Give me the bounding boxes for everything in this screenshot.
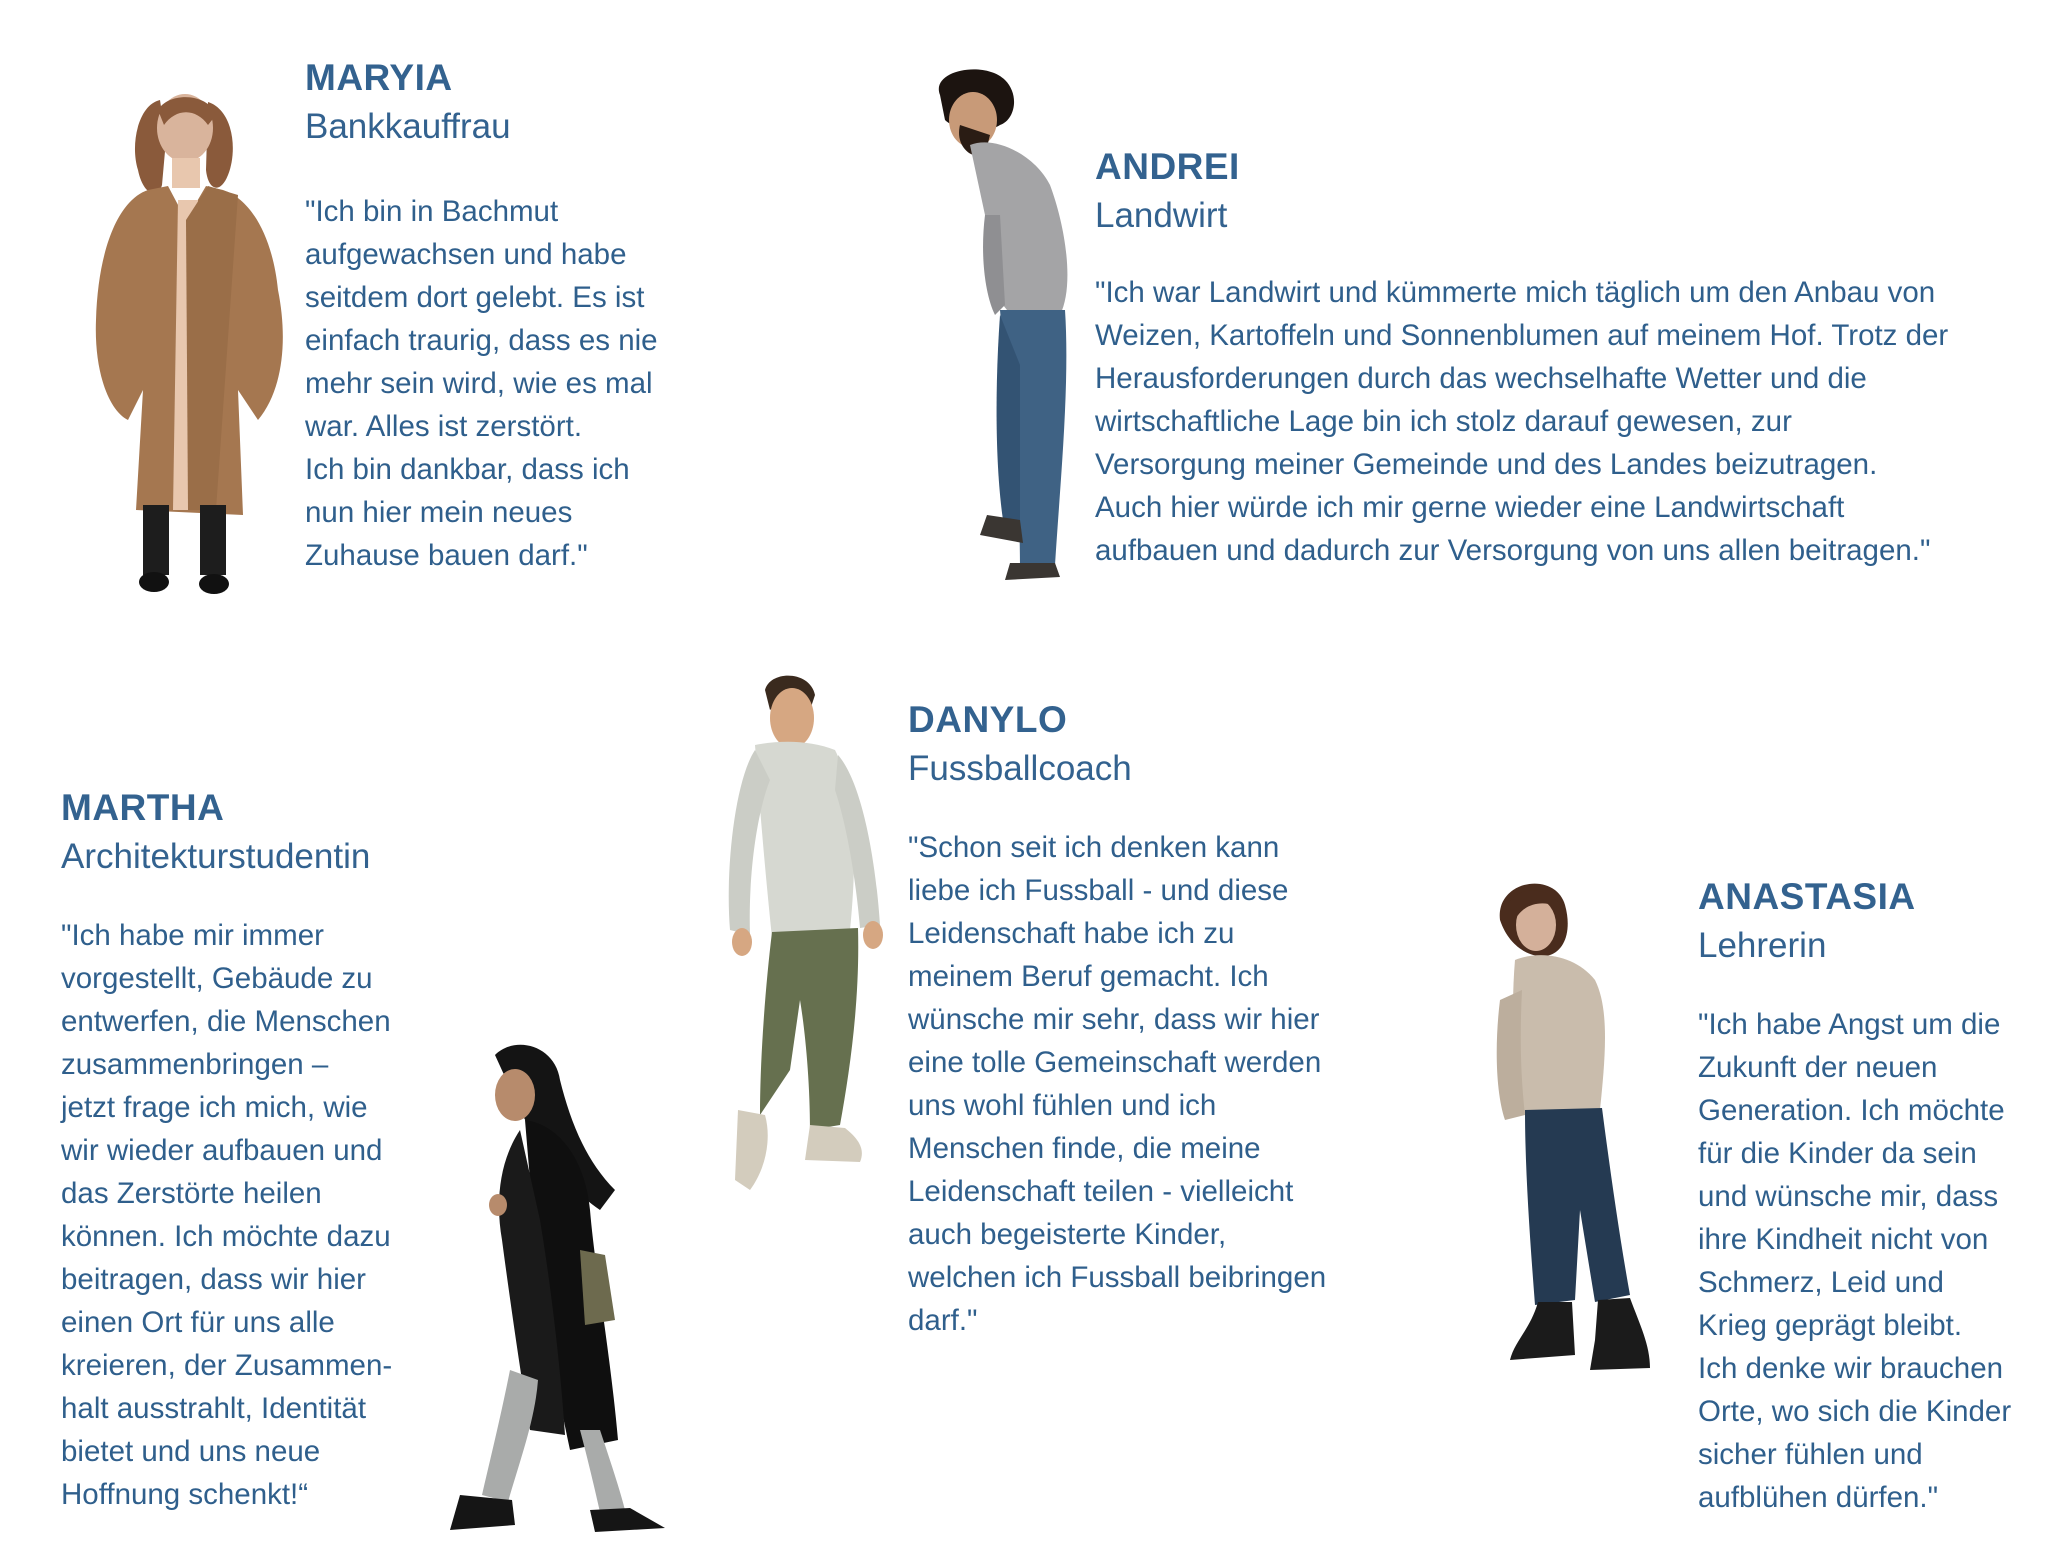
quote-line: Generation. Ich möchte bbox=[1698, 1094, 2005, 1128]
quote-line: jetzt frage ich mich, wie bbox=[61, 1091, 368, 1125]
persona-name: ANASTASIA bbox=[1698, 876, 1916, 917]
quote-line: bietet und uns neue bbox=[61, 1435, 321, 1469]
quote-line: kreieren, der Zusammen- bbox=[61, 1349, 393, 1383]
quote-line: auch begeisterte Kinder, bbox=[908, 1218, 1227, 1252]
quote-line: Zuhause bauen darf." bbox=[305, 539, 588, 573]
quote-line: wünsche mir sehr, dass wir hier bbox=[908, 1003, 1320, 1037]
quote-line: uns wohl fühlen und ich bbox=[908, 1089, 1217, 1123]
quote-line: aufbauen und dadurch zur Versorgung von uns allen beitragen." bbox=[1095, 534, 1931, 568]
quote-line: wirtschaftliche Lage bin ich stolz darauf gewesen, zur bbox=[1095, 405, 1792, 439]
quote-line: Auch hier würde ich mir gerne wieder eine Landwirtschaft bbox=[1095, 491, 1845, 525]
quote-line: Orte, wo sich die Kinder bbox=[1698, 1395, 2012, 1429]
persona-quote bbox=[305, 190, 658, 577]
quote-line: eine tolle Gemeinschaft werden bbox=[908, 1046, 1322, 1080]
quote-line: Versorgung meiner Gemeinde und des Landes beizutragen. bbox=[1095, 448, 1878, 482]
danylo-illustration bbox=[710, 670, 900, 1215]
quote-line: Herausforderungen durch das wechselhafte Wetter und die bbox=[1095, 362, 1867, 396]
persona-andrei bbox=[1095, 147, 1948, 572]
quote-line: Zukunft der neuen bbox=[1698, 1051, 1938, 1085]
persona-quote bbox=[1698, 1003, 2011, 1519]
quote-line: Ich denke wir brauchen bbox=[1698, 1352, 2004, 1386]
quote-line: aufgewachsen und habe bbox=[305, 238, 627, 272]
quote-line: Weizen, Kartoffeln und Sonnenblumen auf meinem Hof. Trotz der bbox=[1095, 319, 1949, 353]
quote-line: das Zerstörte heilen bbox=[61, 1177, 322, 1211]
quote-line: Schmerz, Leid und bbox=[1698, 1266, 1944, 1300]
quote-line: Krieg geprägt bleibt. bbox=[1698, 1309, 1963, 1343]
persona-name: ANDREI bbox=[1095, 146, 1240, 187]
quote-line: war. Alles ist zerstört. bbox=[305, 410, 583, 444]
quote-line: und wünsche mir, dass bbox=[1698, 1180, 1999, 1214]
quote-line: "Ich war Landwirt und kümmerte mich täglich um den Anbau von bbox=[1095, 276, 1936, 310]
persona-danylo bbox=[908, 700, 1326, 1342]
quote-line: beitragen, dass wir hier bbox=[61, 1263, 366, 1297]
quote-line: darf." bbox=[908, 1304, 978, 1338]
quote-line: ihre Kindheit nicht von bbox=[1698, 1223, 1989, 1257]
maryia-illustration bbox=[88, 90, 298, 610]
quote-line: sicher fühlen und bbox=[1698, 1438, 1923, 1472]
quote-line: Leidenschaft habe ich zu bbox=[908, 917, 1235, 951]
persona-role: Landwirt bbox=[1095, 195, 1228, 235]
quote-line: Hoffnung schenkt!“ bbox=[61, 1478, 309, 1512]
quote-line: wir wieder aufbauen und bbox=[61, 1134, 383, 1168]
quote-line: aufblühen dürfen." bbox=[1698, 1481, 1939, 1515]
quote-line: zusammenbringen – bbox=[61, 1048, 329, 1082]
quote-line: nun hier mein neues bbox=[305, 496, 573, 530]
quote-line: einfach traurig, dass es nie bbox=[305, 324, 658, 358]
quote-line: für die Kinder da sein bbox=[1698, 1137, 1977, 1171]
quote-line: vorgestellt, Gebäude zu bbox=[61, 962, 373, 996]
persona-role: Fussballcoach bbox=[908, 748, 1132, 788]
quote-line: können. Ich möchte dazu bbox=[61, 1220, 391, 1254]
quote-line: mehr sein wird, wie es mal bbox=[305, 367, 653, 401]
persona-maryia bbox=[305, 58, 658, 577]
quote-line: Menschen finde, die meine bbox=[908, 1132, 1261, 1166]
martha-illustration bbox=[420, 1040, 680, 1540]
quote-line: seitdem dort gelebt. Es ist bbox=[305, 281, 645, 315]
persona-role: Lehrerin bbox=[1698, 925, 1827, 965]
quote-line: "Schon seit ich denken kann bbox=[908, 831, 1280, 865]
quote-line: welchen ich Fussball beibringen bbox=[908, 1261, 1327, 1295]
andrei-illustration bbox=[925, 65, 1095, 590]
quote-line: "Ich habe mir immer bbox=[61, 919, 324, 953]
anastasia-illustration bbox=[1480, 870, 1670, 1395]
persona-quote bbox=[908, 826, 1326, 1342]
persona-role: Bankkauffrau bbox=[305, 106, 511, 146]
quote-line: liebe ich Fussball - und diese bbox=[908, 874, 1289, 908]
persona-quote bbox=[61, 914, 392, 1516]
quote-line: halt ausstrahlt, Identität bbox=[61, 1392, 367, 1426]
persona-name: DANYLO bbox=[908, 699, 1068, 740]
persona-name: MARTHA bbox=[61, 787, 225, 828]
quote-line: Ich bin dankbar, dass ich bbox=[305, 453, 630, 487]
persona-anastasia bbox=[1698, 877, 2011, 1519]
quote-line: "Ich habe Angst um die bbox=[1698, 1008, 2001, 1042]
quote-line: meinem Beruf gemacht. Ich bbox=[908, 960, 1269, 994]
quote-line: entwerfen, die Menschen bbox=[61, 1005, 391, 1039]
quote-line: Leidenschaft teilen - vielleicht bbox=[908, 1175, 1294, 1209]
persona-name: MARYIA bbox=[305, 57, 453, 98]
persona-quote bbox=[1095, 271, 1948, 572]
persona-martha bbox=[61, 788, 392, 1516]
quote-line: einen Ort für uns alle bbox=[61, 1306, 335, 1340]
persona-role: Architekturstudentin bbox=[61, 836, 371, 876]
quote-line: "Ich bin in Bachmut bbox=[305, 195, 559, 229]
